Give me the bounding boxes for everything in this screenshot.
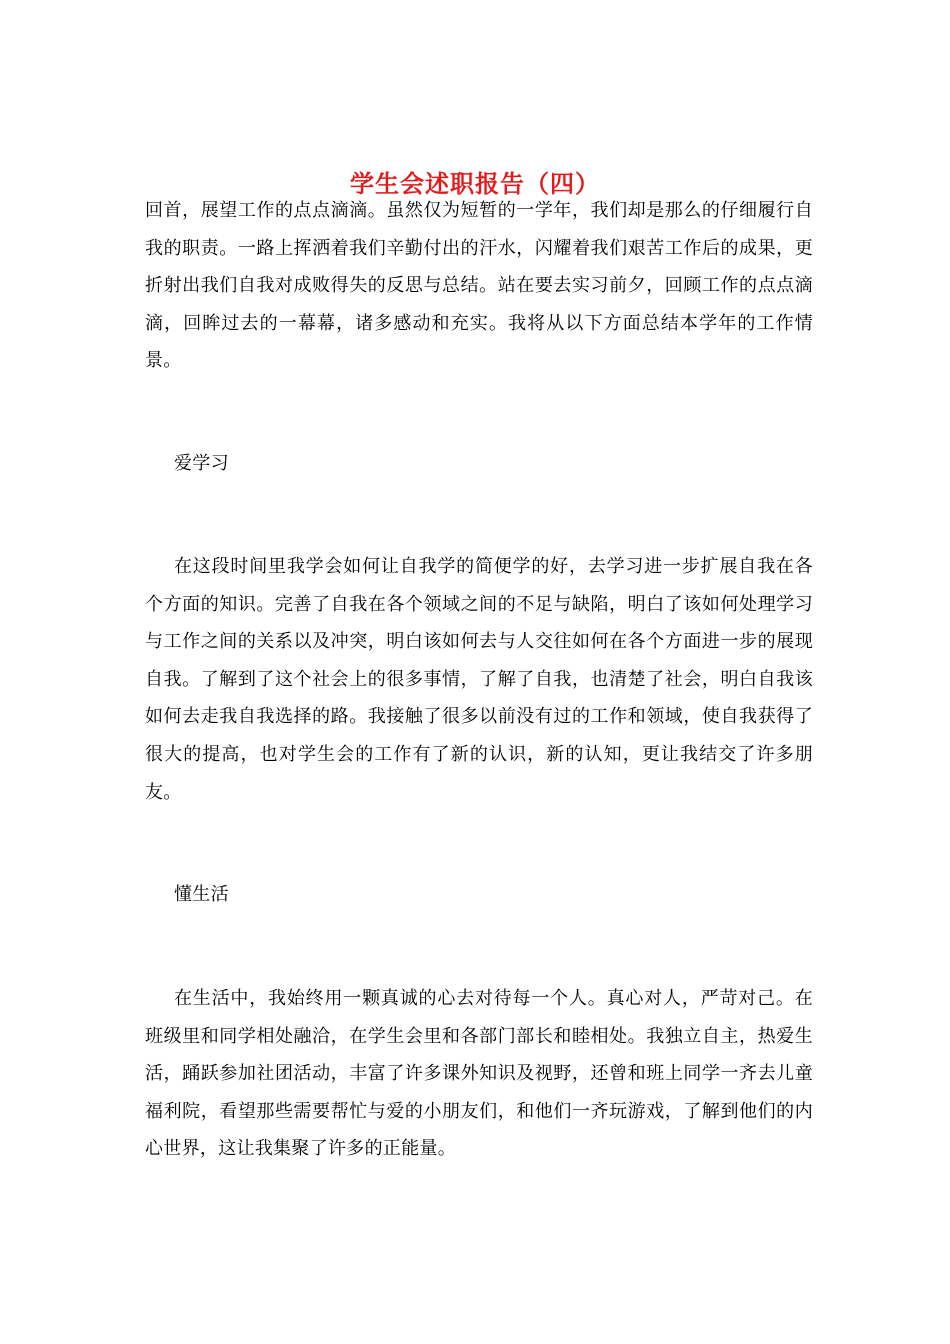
section-body-life: 在生活中，我始终用一颗真诚的心去对待每一个人。真心对人，严苛对己。在班级里和同学相处融洽，在学生会里和各部门部长和睦相处。我独立自主，热爱生活，踊跃参加社团活动，丰富了许多课外知识及视野，还曾和班上同学一齐去儿童福利院，看望那些需要帮忙与爱的小朋友们，和他们一齐玩游戏，了解到他们的内心世界，这让我集聚了许多的正能量。 [145, 988, 813, 1160]
section-body-study: 在这段时间里我学会如何让自我学的简便学的好，去学习进一步扩展自我在各个方面的知识。完善了自我在各个领域之间的不足与缺陷，明白了该如何处理学习与工作之间的关系以及冲突，明白该如何去与人交往如何在各个方面进一步的展现自我。了解到了这个社会上的很多事情，了解了自我，也清楚了社会，明白自我该如何去走我自我选择的路。我接触了很多以前没有过的工作和领域，使自我获得了很大的提高，也对学生会的工作有了新的认识，新的认知，更让我结交了许多朋友。 [145, 556, 813, 803]
document-title: 学生会述职报告（四） [350, 169, 600, 199]
section-heading-study: 爱学习 [174, 453, 229, 474]
section-heading-life: 懂生活 [174, 884, 229, 905]
intro-paragraph: 回首，展望工作的点点滴滴。虽然仅为短暂的一学年，我们却是那么的仔细履行自我的职责。一路上挥洒着我们辛勤付出的汗水，闪耀着我们艰苦工作后的成果，更折射出我们自我对成败得失的反思与总结。站在要去实习前夕，回顾工作的点点滴滴，回眸过去的一幕幕，诸多感动和充实。我将从以下方面总结本学年的工作情景。 [145, 200, 813, 372]
